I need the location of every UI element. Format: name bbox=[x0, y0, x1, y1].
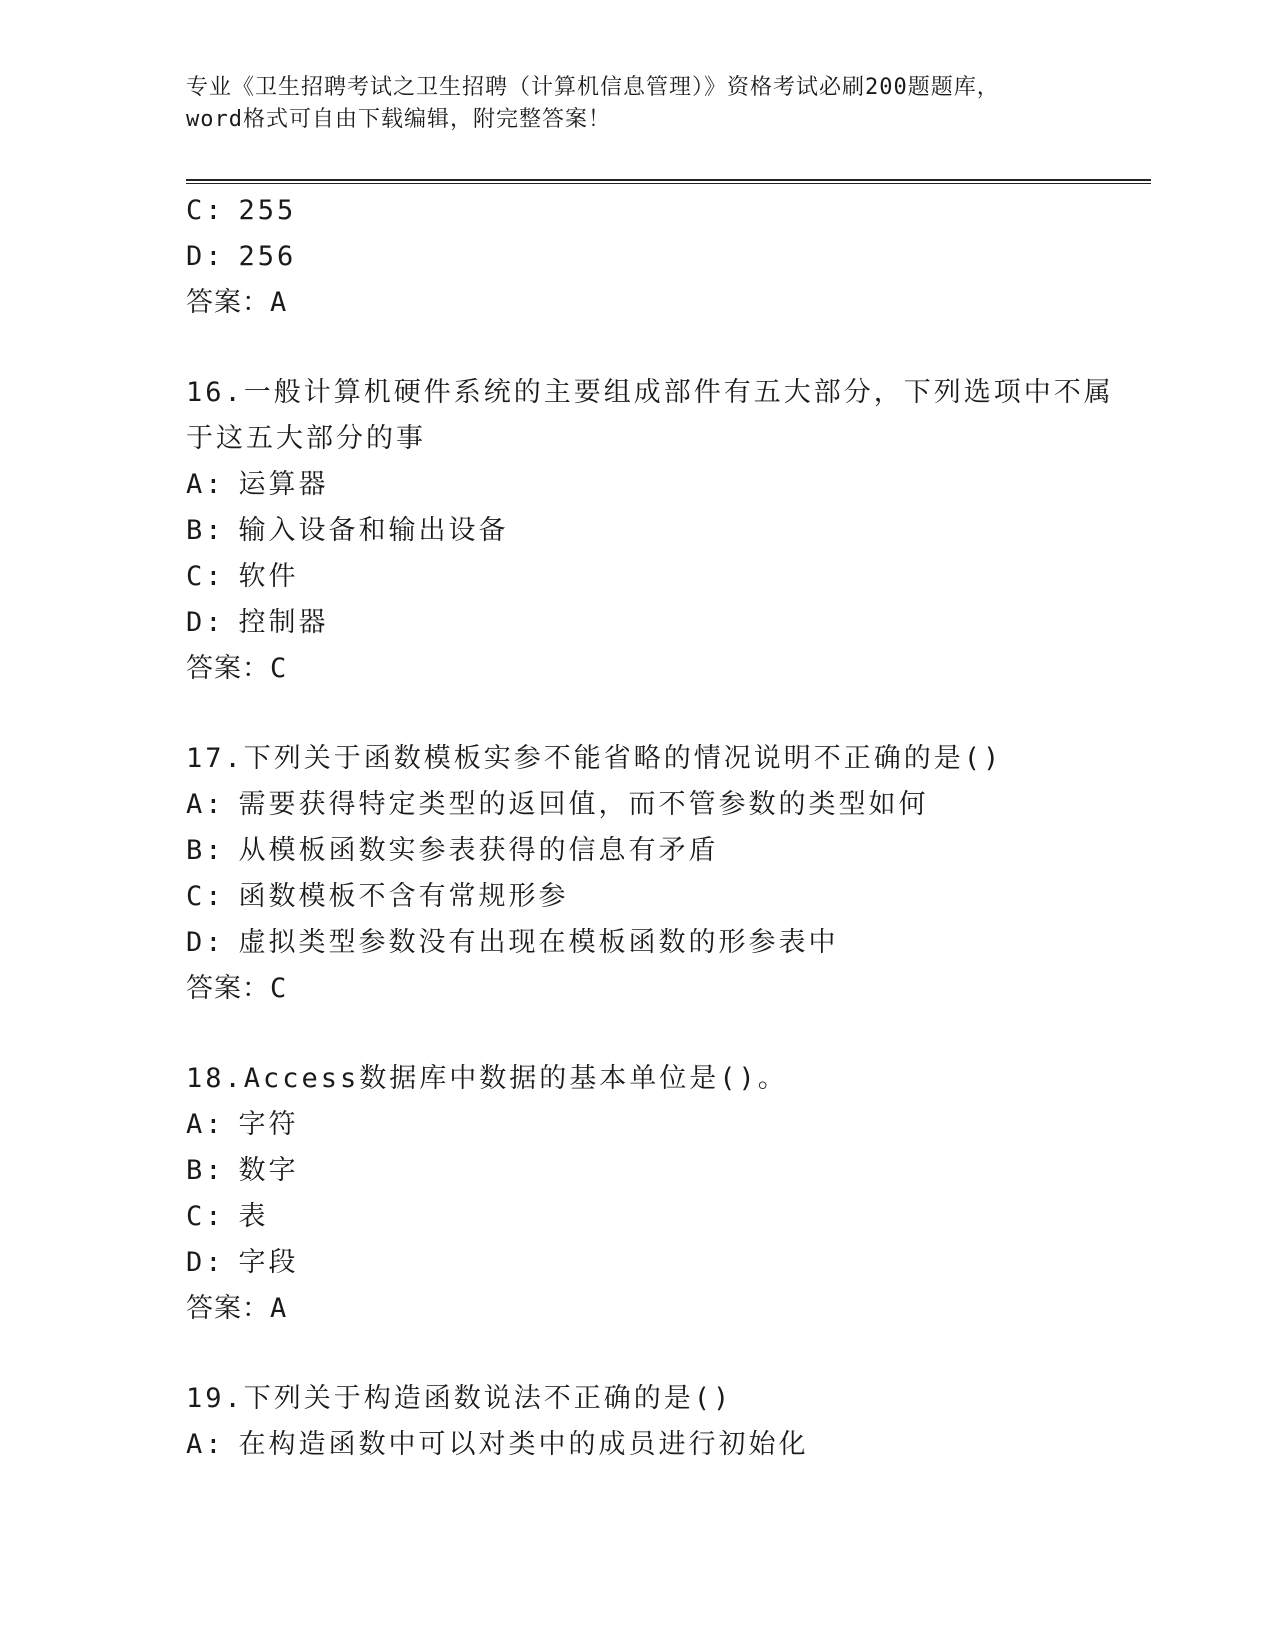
option-line bbox=[186, 874, 1146, 920]
option-text: 从模板函数实参表获得的信息有矛盾 bbox=[238, 835, 719, 866]
question-stem: 于这五大部分的事 bbox=[186, 423, 426, 454]
answer-line bbox=[186, 1286, 1146, 1332]
option-text: 函数模板不含有常规形参 bbox=[238, 881, 569, 912]
option-key: A: bbox=[186, 1109, 225, 1140]
option-text: 255 bbox=[238, 195, 297, 226]
answer-line bbox=[186, 280, 1146, 326]
option-line bbox=[186, 508, 1146, 554]
answer-line bbox=[186, 966, 1146, 1012]
option-text: 字段 bbox=[238, 1247, 299, 1278]
answer-line bbox=[186, 646, 1146, 692]
option-key: B: bbox=[186, 835, 225, 866]
option-text: 表 bbox=[238, 1201, 269, 1232]
question-16 bbox=[186, 370, 1146, 692]
option-key: C: bbox=[186, 195, 225, 226]
page-header bbox=[186, 72, 1086, 136]
option-line bbox=[186, 920, 1146, 966]
option-text: 输入设备和输出设备 bbox=[238, 515, 509, 546]
question-18 bbox=[186, 1056, 1146, 1332]
option-text: 字符 bbox=[238, 1109, 299, 1140]
option-text: 数字 bbox=[238, 1155, 299, 1186]
header-line-1: 专业《卫生招聘考试之卫生招聘（计算机信息管理）》资格考试必刷200题题库， bbox=[186, 75, 1000, 100]
answer-label: 答案： bbox=[186, 287, 270, 318]
question-17 bbox=[186, 736, 1146, 1012]
option-text: 软件 bbox=[238, 561, 299, 592]
answer-label: 答案： bbox=[186, 973, 270, 1004]
question-stem: 16.一般计算机硬件系统的主要组成部件有五大部分，下列选项中不属 bbox=[186, 377, 1114, 408]
option-text: 运算器 bbox=[238, 469, 329, 500]
question-stem: 17.下列关于函数模板实参不能省略的情况说明不正确的是() bbox=[186, 743, 1003, 774]
question-stem: 18.Access数据库中数据的基本单位是()。 bbox=[186, 1063, 788, 1094]
option-key: D: bbox=[186, 927, 225, 958]
option-key: C: bbox=[186, 561, 225, 592]
question-stem: 19.下列关于构造函数说法不正确的是() bbox=[186, 1383, 733, 1414]
option-line bbox=[186, 1194, 1146, 1240]
option-key: B: bbox=[186, 515, 225, 546]
option-line bbox=[186, 828, 1146, 874]
carryover-block bbox=[186, 188, 1146, 326]
option-key: A: bbox=[186, 1429, 225, 1460]
option-line bbox=[186, 1102, 1146, 1148]
option-key: A: bbox=[186, 469, 225, 500]
option-key: C: bbox=[186, 881, 225, 912]
option-key: B: bbox=[186, 1155, 225, 1186]
header-line-2: word格式可自由下载编辑，附完整答案！ bbox=[186, 107, 611, 132]
option-key: A: bbox=[186, 789, 225, 820]
answer-label: 答案： bbox=[186, 653, 270, 684]
option-key: D: bbox=[186, 1247, 225, 1278]
option-line bbox=[186, 1148, 1146, 1194]
answer-value: C bbox=[270, 653, 290, 684]
answer-value: C bbox=[270, 973, 290, 1004]
option-key: D: bbox=[186, 607, 225, 638]
option-text: 需要获得特定类型的返回值，而不管参数的类型如何 bbox=[238, 789, 929, 820]
option-key: C: bbox=[186, 1201, 225, 1232]
question-content bbox=[186, 188, 1146, 1468]
answer-label: 答案： bbox=[186, 1293, 270, 1324]
option-line bbox=[186, 1422, 1146, 1468]
question-19 bbox=[186, 1376, 1146, 1468]
answer-value: A bbox=[270, 287, 290, 318]
option-text: 控制器 bbox=[238, 607, 329, 638]
header-divider-thick bbox=[186, 179, 1151, 181]
option-line bbox=[186, 462, 1146, 508]
option-line bbox=[186, 600, 1146, 646]
option-line bbox=[186, 188, 1146, 234]
option-text: 在构造函数中可以对类中的成员进行初始化 bbox=[238, 1429, 809, 1460]
option-key: D: bbox=[186, 241, 225, 272]
option-line bbox=[186, 234, 1146, 280]
option-text: 256 bbox=[238, 241, 297, 272]
header-divider-thin bbox=[186, 183, 1151, 184]
option-line bbox=[186, 1240, 1146, 1286]
option-line bbox=[186, 554, 1146, 600]
option-text: 虚拟类型参数没有出现在模板函数的形参表中 bbox=[238, 927, 839, 958]
answer-value: A bbox=[270, 1293, 290, 1324]
option-line bbox=[186, 782, 1146, 828]
